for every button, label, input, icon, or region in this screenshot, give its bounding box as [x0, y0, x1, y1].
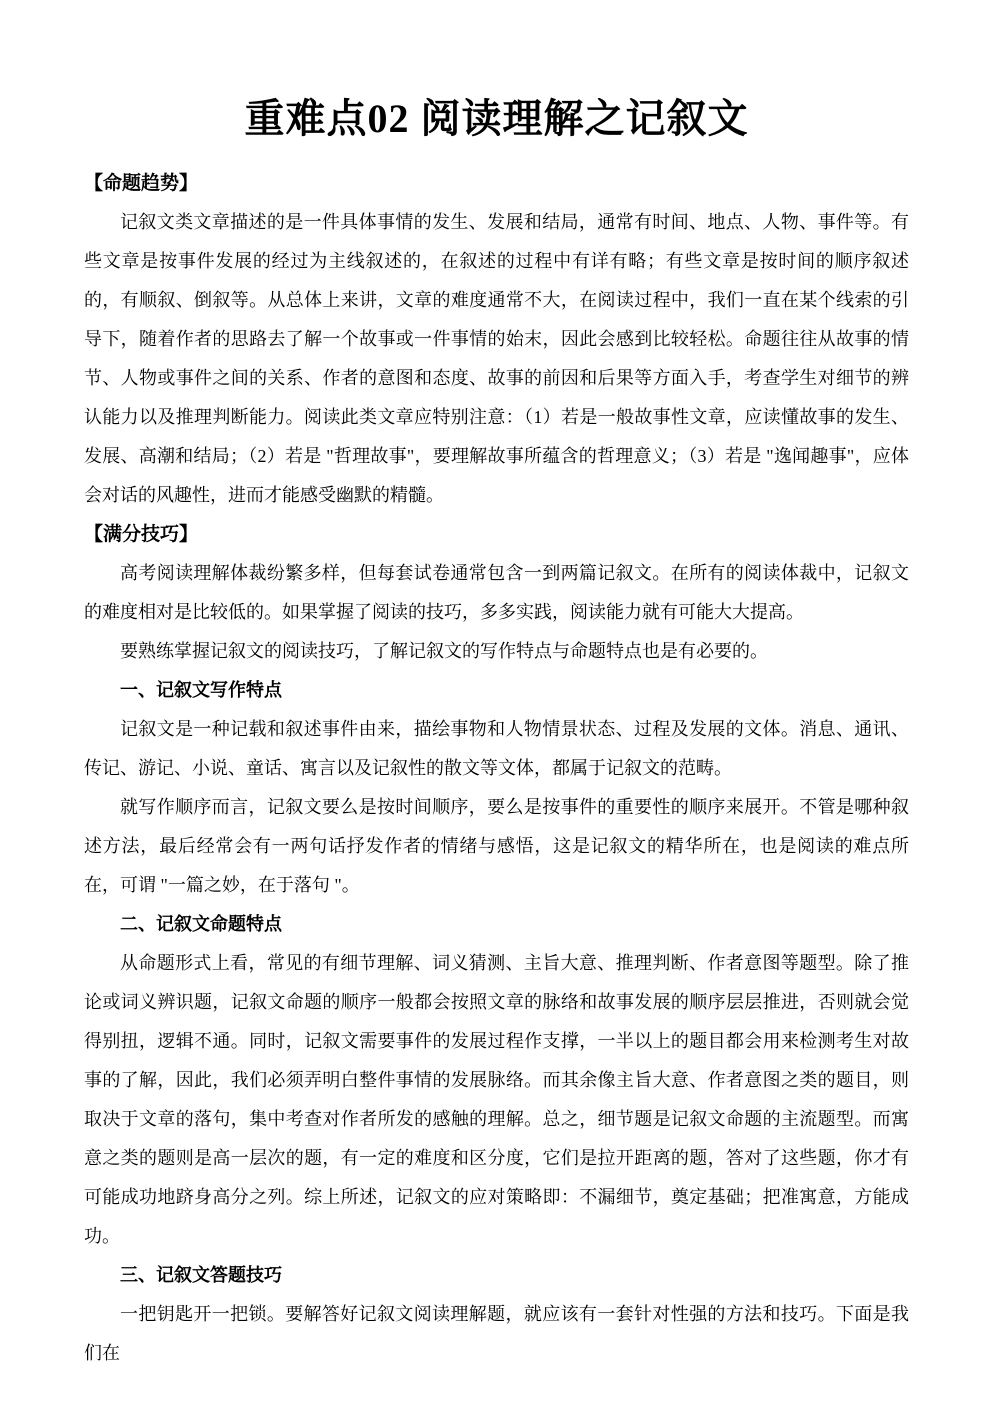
paragraph-writing-features: 记叙文是一种记载和叙述事件由来，描绘事物和人物情景状态、过程及发展的文体。消息、通讯、传记、游记、小说、童话、寓言以及记叙性的散文等文体，都属于记叙文的范畴。 [84, 719, 909, 778]
page-title: 重难点02 阅读理解之记叙文 [244, 96, 749, 141]
heading-answer-skills: 三、记叙文答题技巧 [120, 1265, 282, 1285]
paragraph-tips-note: 要熟练掌握记叙文的阅读技巧，了解记叙文的写作特点与命题特点也是有必要的。 [120, 641, 768, 661]
section-header-proposition-trend: 【命题趋势】 [84, 173, 199, 194]
paragraph-trend-overview: 记叙文类文章描述的是一件具体事情的发生、发展和结局，通常有时间、地点、人物、事件等。有些文章是按事件发展的经过为主线叙述的，在叙述的过程中有详有略；有些文章是按时间的顺序叙述的，有顺叙、倒叙等。从总体上来讲，文章的难度通常不大，在阅读过程中，我们一直在某个线索的引导下，随着作者的思路去了解一个故事或一件事情的始末，因此会感到比较轻松。命题往往从故事的情节、人物或事件之间的关系、作者的意图和态度、故事的前因和后果等方面入手，考查学生对细节的辨认能力以及推理判断能力。阅读此类文章应特别注意：（1）若是一般故事性文章，应读懂故事的发生、发展、高潮和结局；（2）若是 "哲理故事"，要理解故事所蕴含的哲理意义；（3）若是 "逸闻趣事"，应体会对话的风趣性，进而才能感受幽默的精髓。 [84, 212, 909, 505]
paragraph-answer-skills: 一把钥匙开一把锁。要解答好记叙文阅读理解题，就应该有一套针对性强的方法和技巧。下面是我们在 [84, 1304, 909, 1363]
paragraph-tips-intro: 高考阅读理解体裁纷繁多样，但每套试卷通常包含一到两篇记叙文。在所有的阅读体裁中，记叙文的难度相对是比较低的。如果掌握了阅读的技巧，多多实践，阅读能力就有可能大大提高。 [84, 563, 909, 622]
paragraph-writing-order: 就写作顺序而言，记叙文要么是按时间顺序，要么是按事件的重要性的顺序来展开。不管是哪种叙述方法，最后经常会有一两句话抒发作者的情绪与感悟，这是记叙文的精华所在，也是阅读的难点所在，可谓 "一篇之妙，在于落句 "。 [84, 797, 909, 895]
heading-writing-features: 一、记叙文写作特点 [120, 680, 282, 700]
section-header-full-score-tips: 【满分技巧】 [84, 524, 199, 545]
paragraph-question-features: 从命题形式上看，常见的有细节理解、词义猜测、主旨大意、推理判断、作者意图等题型。除了推论或词义辨识题，记叙文命题的顺序一般都会按照文章的脉络和故事发展的顺序层层推进，否则就会觉得别扭，逻辑不通。同时，记叙文需要事件的发展过程作支撑，一半以上的题目都会用来检测考生对故事的了解，因此，我们必须弄明白整件事情的发展脉络。而其余像主旨大意、作者意图之类的题目，则取决于文章的落句，集中考查对作者所发的感触的理解。总之，细节题是记叙文命题的主流题型。而寓意之类的题则是高一层次的题，有一定的难度和区分度，它们是拉开距离的题，答对了这些题，你才有可能成功地跻身高分之列。综上所述，记叙文的应对策略即：不漏细节，奠定基础；把准寓意，方能成功。 [84, 953, 909, 1246]
heading-question-features: 二、记叙文命题特点 [120, 914, 282, 934]
